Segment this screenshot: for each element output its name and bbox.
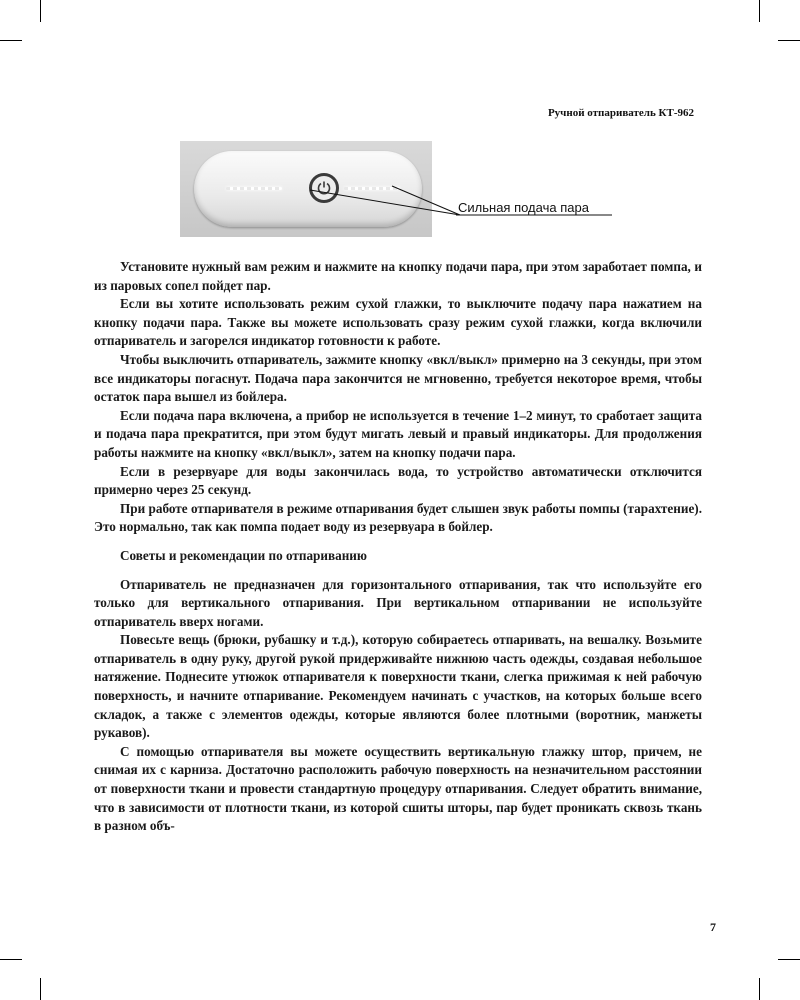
paragraph: Если вы хотите использовать режим сухой глажки, то выключите подачу пара нажатием на кнопку подачи пара. Также вы можете использовать сразу режим сухой глажки, когда включили отпариватель и загорелся индикатор готовности к работе. (94, 296, 702, 349)
paragraph: Если подача пара включена, а прибор не используется в течение 1–2 минут, то сработает защита и подача пара прекратится, при этом будут мигать левый и правый индикаторы. Для продолжения работы нажмите на кнопку «вкл/выкл», затем на кнопку подачи пара. (94, 407, 702, 460)
paragraph: С помощью отпаривателя вы можете осуществить вертикальную глажку штор, причем, не снимая их с карниза. Достаточно расположить рабочую поверхность на незначительном расстоянии от поверхности ткани и провести стандартную процедуру отпаривания. Следует обратить внимание, что в зависимости от плотности ткани, из которой сшиты шторы, пар будет проникать сквозь ткань в разном объ- (94, 743, 702, 834)
paragraph: Чтобы выключить отпариватель, зажмите кнопку «вкл/выкл» примерно на 3 секунды, при этом все индикаторы погаснут. Подача пара закончится не мгновенно, требуется некоторое время, чтобы остаток пара вышел из бойлера. (94, 351, 702, 405)
paragraph: Установите нужный вам режим и нажмите на кнопку подачи пара, при этом заработает помпа, и из паровых сопел пойдет пар. (94, 259, 702, 293)
callout-label: Сильная подача пара (458, 200, 589, 215)
paragraph: Отпариватель не предназначен для горизонтального отпаривания, так что используйте его только для вертикального отпаривания. При вертикальном отпаривании не используйте отпариватель вверх ногами. (94, 576, 702, 629)
body-text (94, 258, 702, 836)
running-header: Ручной отпариватель КТ-962 (547, 107, 694, 119)
page-number: 7 (710, 920, 716, 934)
paragraph: При работе отпаривателя в режиме отпаривания будет слышен звук работы помпы (тарахтение). Это нормально, так как помпа подает воду из резервуара в бойлер. (94, 500, 702, 535)
paragraph: Повесьте вещь (брюки, рубашку и т.д.), которую собираетесь отпаривать, на вешалку. Возьмите отпариватель в одну руку, другой рукой придерживайте нижнюю часть одежды, создавая небольшое натяжение. Поднесите утюжок отпаривателя к поверхности ткани, слегка прижимая к ней рабочую поверхность, и начните отпаривание. Рекомендуем начинать с участков, на которых больше всего складок, а также с элементов одежды, которые являются более плотными (воротник, манжеты рукавов). (94, 632, 702, 741)
paragraph: Если в резервуаре для воды закончилась вода, то устройство автоматически отключится примерно через 25 секунд. (94, 463, 702, 498)
section-heading: Советы и рекомендации по отпариванию (120, 547, 367, 563)
